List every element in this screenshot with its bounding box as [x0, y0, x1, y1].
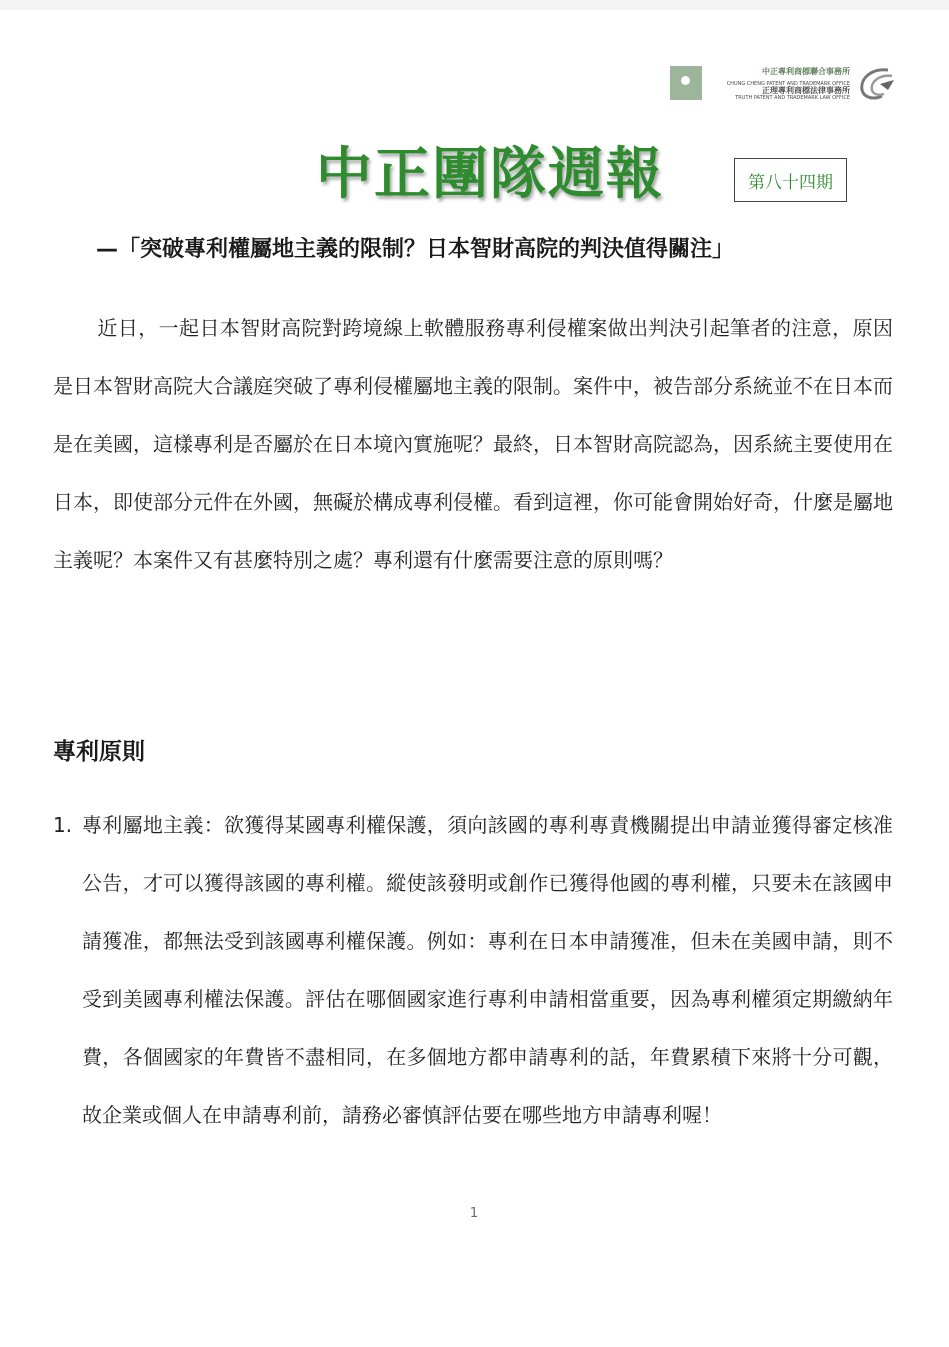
logo-line-2: CHUNG CHENG PATENT AND TRADEMARK OFFICE	[726, 81, 850, 87]
logo-emblem	[670, 66, 702, 100]
logo-line-1: 中正專利商標聯合事務所	[762, 67, 850, 76]
logo-text	[708, 68, 850, 101]
issue-number: 第八十四期	[748, 172, 833, 193]
logo-swirl-icon	[854, 66, 896, 102]
section-heading: 專利原則	[53, 739, 145, 765]
list-item-number: 1.	[53, 813, 73, 837]
list-item-text: 專利屬地主義：欲獲得某國專利權保護，須向該國的專利專責機關提出申請並獲得審定核准公告，才可以獲得該國的專利權。縱使該發明或創作已獲得他國的專利權，只要未在該國申請獲准，都無法受到該國專利權保護。例如：專利在日本申請獲准，但未在美國申請，則不受到美國專利權法保護。評估在哪個國家進行專利申請相當重要，因為專利權須定期繳納年費，各個國家的年費皆不盡相同，在多個地方都申請專利的話，年費累積下來將十分可觀，故企業或個人在申請專利前，請務必審慎評估要在哪些地方申請專利喔！	[82, 813, 893, 1127]
firm-logo	[670, 66, 896, 102]
page-number: 1	[469, 1206, 479, 1221]
logo-line-3: 正理專利商標法律事務所	[762, 86, 850, 95]
page-top-strip	[0, 0, 949, 10]
newsletter-title: 中正團隊週報	[316, 142, 664, 207]
intro-text: 近日，一起日本智財高院對跨境線上軟體服務專利侵權案做出判決引起筆者的注意，原因是日本智財高院大合議庭突破了專利侵權屬地主義的限制。案件中，被告部分系統並不在日本而是在美國，這樣專利是否屬於在日本境內實施呢？最終，日本智財高院認為，因系統主要使用在日本，即使部分元件在外國，無礙於構成專利侵權。看到這裡，你可能會開始好奇，什麼是屬地主義呢？本案件又有甚麼特別之處？專利還有什麼需要注意的原則嗎？	[53, 316, 893, 572]
intro-paragraph	[53, 299, 893, 589]
article-subtitle: —「突破專利權屬地主義的限制？日本智財高院的判決值得關注」	[96, 237, 735, 262]
issue-number-box	[734, 158, 847, 202]
logo-line-4: TRUTH PATENT AND TRADEMARK LAW OFFICE	[735, 95, 850, 101]
